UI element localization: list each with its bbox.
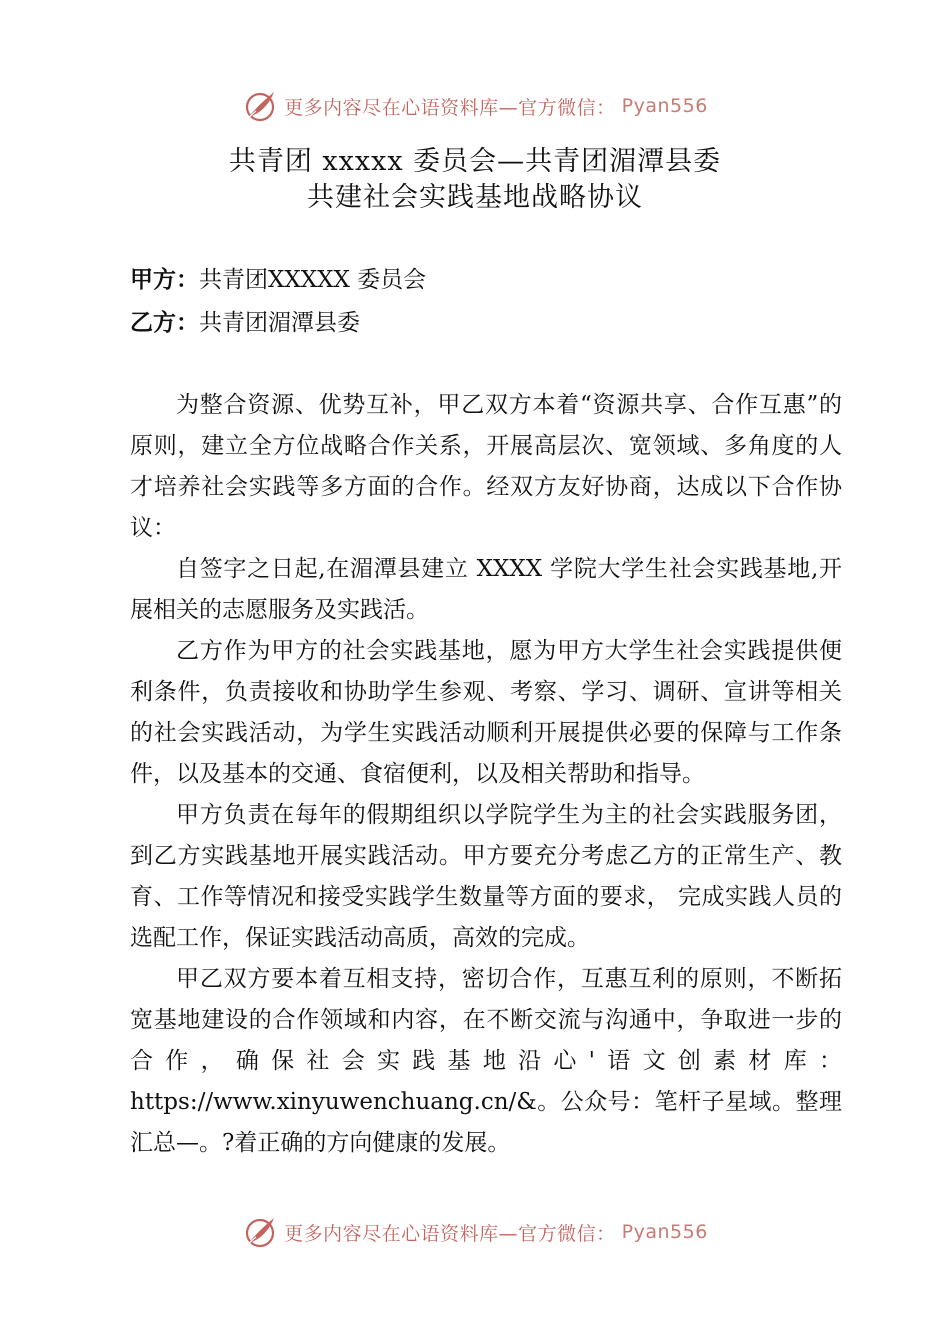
party-a-value: 共青团XXXXX 委员会: [199, 267, 427, 293]
paragraph-party-b-duties: 乙方作为甲方的社会实践基地，愿为甲方大学生社会实践提供便利条件，负责接收和协助学生参观、考察、学习、调研、宣讲等相关的社会实践活动，为学生实践活动顺利开展提供必要的保障与工作条件，以及基本的交通、食宿便利，以及相关帮助和指导。: [130, 638, 842, 787]
quill-logo-icon: [242, 1214, 278, 1250]
party-b-label: 乙方：: [130, 310, 199, 336]
paragraph-base-establish: 自签字之日起,在湄潭县建立 XXXX 学院大学生社会实践基地,开展相关的志愿服务及实践活。: [130, 556, 842, 623]
document-title-line2: 共建社会实践基地战略协议: [307, 182, 643, 213]
watermark-footer: [0, 1212, 950, 1252]
paragraph-cooperation: 甲乙双方要本着互相支持，密切合作，互惠互利的原则，不断拓宽基地建设的合作领域和内容，在不断交流与沟通中，争取进一步的合作，确保社会实践基地沿心'语文创素材库：https://www.xinyuwenchuang.cn/&。公众号：笔杆子星域。整理汇总—。?着正确的方向健康的发展。: [130, 966, 842, 1156]
document-title-line1: 共青团 xxxxx 委员会—共青团湄潭县委: [228, 146, 722, 177]
watermark-wechat-id: Pyan556: [621, 95, 708, 117]
party-b: [130, 305, 360, 341]
paragraph-party-a-duties: 甲方负责在每年的假期组织以学院学生为主的社会实践服务团，到乙方实践基地开展实践活动。甲方要充分考虑乙方的正常生产、教育、工作等情况和接受实践学生数量等方面的要求， 完成实践人员的选配工作，保证实践活动高质，高效的完成。: [130, 802, 842, 951]
watermark-header: [0, 86, 950, 126]
watermark-text: 更多内容尽在心语资料库—官方微信：: [284, 1222, 616, 1245]
quill-logo-icon: [242, 88, 278, 124]
paragraph-intro: 为整合资源、优势互补，甲乙双方本着“资源共享、合作互惠”的原则，建立全方位战略合作关系，开展高层次、宽领域、多角度的人才培养社会实践等多方面的合作。经双方友好协商，达成以下合作协议：: [130, 392, 842, 541]
watermark-wechat-id: Pyan556: [621, 1221, 708, 1243]
watermark-text: 更多内容尽在心语资料库—官方微信：: [284, 96, 616, 119]
party-a: [130, 262, 426, 298]
party-a-label: 甲方：: [130, 267, 199, 293]
party-b-value: 共青团湄潭县委: [199, 310, 360, 336]
agreement-body: [130, 385, 842, 1164]
